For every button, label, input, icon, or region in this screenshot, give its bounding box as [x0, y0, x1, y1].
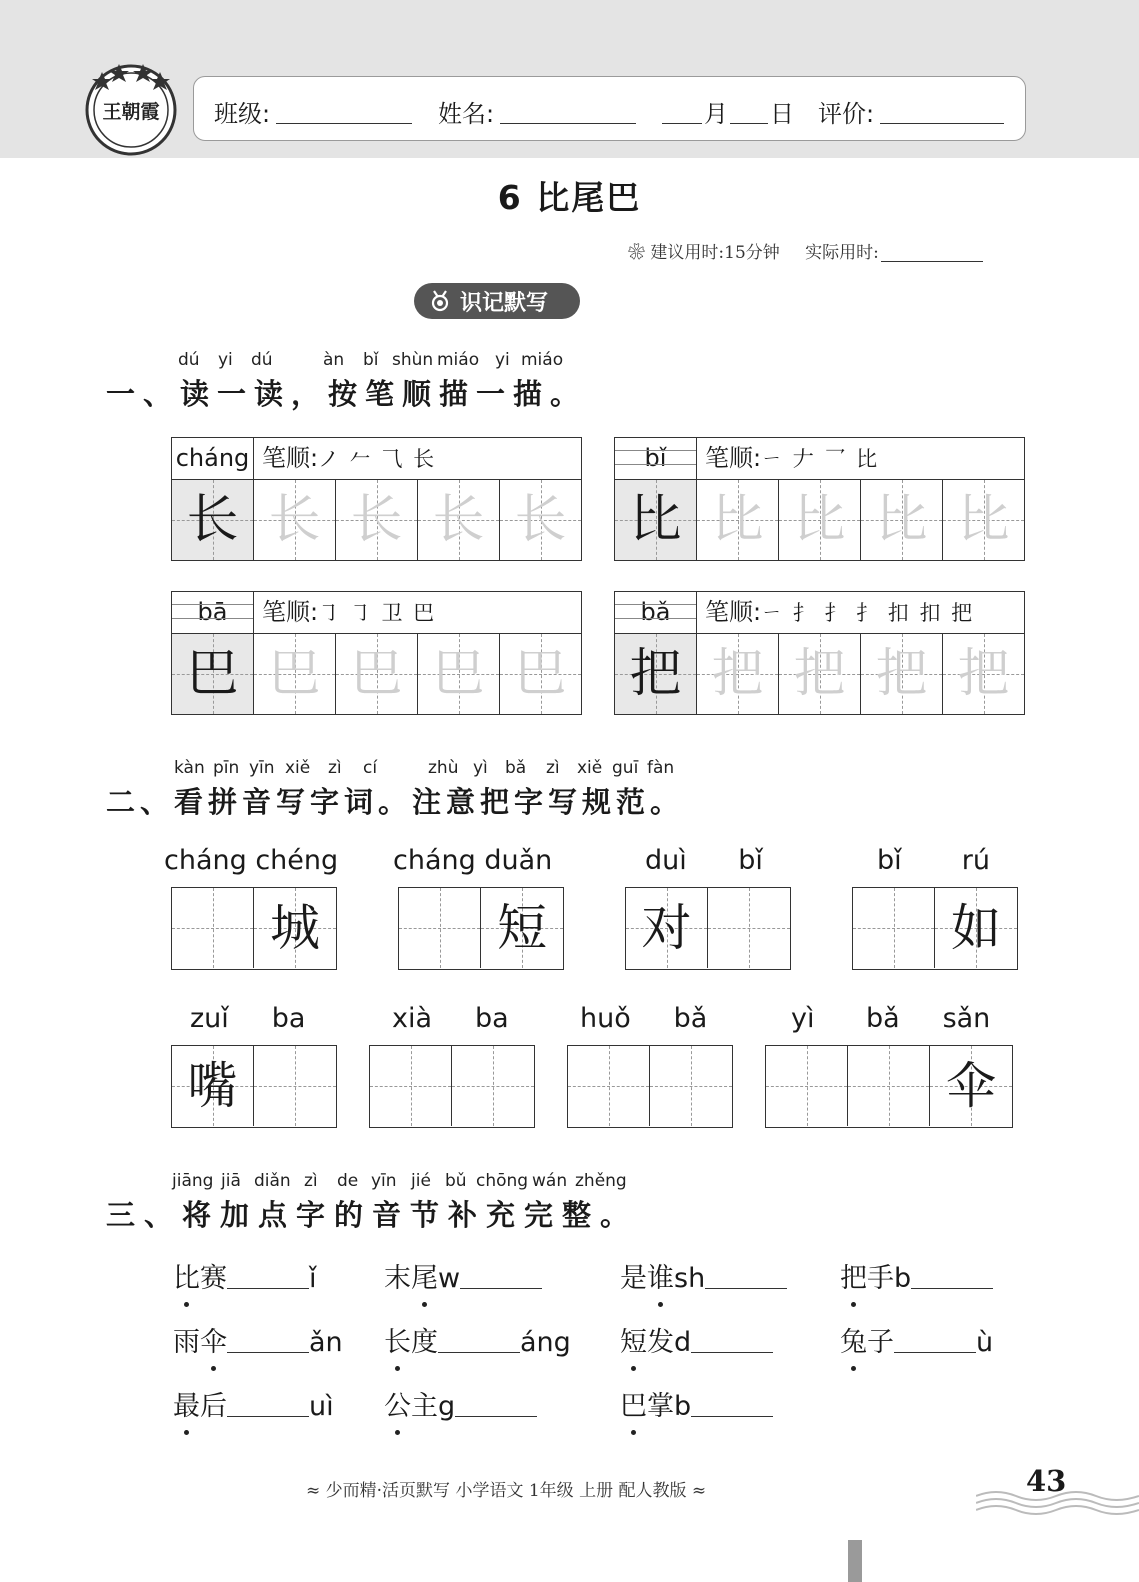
stroke-table-ba1	[171, 591, 582, 715]
write-cell[interactable]	[370, 1046, 452, 1126]
answer-blank[interactable]	[705, 1263, 787, 1289]
word-pinyin: cháng chéng	[164, 845, 339, 876]
tracing-cells	[172, 634, 581, 714]
stroke-pinyin: bā	[172, 592, 254, 634]
stroke-table-chang	[171, 437, 582, 561]
write-cell[interactable]: 嘴	[172, 1046, 254, 1126]
answer-blank[interactable]	[691, 1327, 773, 1353]
answer-blank[interactable]	[227, 1263, 309, 1289]
word-box	[625, 887, 791, 970]
q2-pinyin: yì	[473, 758, 488, 778]
q1-pinyin: miáo	[521, 350, 564, 370]
write-cell[interactable]	[650, 1046, 732, 1126]
word-box	[171, 1045, 337, 1128]
day-field[interactable]	[730, 123, 768, 124]
footer-text: ≈ 少而精·活页默写 小学语文 1年级 上册 配人教版 ≈	[306, 1481, 707, 1501]
answer-blank[interactable]	[911, 1263, 993, 1289]
logo-text: 王朝霞	[102, 101, 160, 123]
medal-icon	[428, 289, 452, 313]
model-char-cell: 巴	[172, 634, 254, 714]
stroke-order: 笔顺:ㄧ 扌 扌 扌 扣 扣 把	[697, 592, 1024, 634]
q3-pinyin: jié	[411, 1171, 431, 1191]
eval-field[interactable]	[880, 123, 1004, 124]
model-char-cell: 比	[615, 480, 697, 560]
fill-item: 比赛 ǐ	[173, 1256, 317, 1295]
time-row	[628, 238, 983, 263]
q1-pinyin: bǐ	[363, 350, 379, 370]
write-cell[interactable]	[254, 1046, 336, 1126]
suggested-time: 建议用时:15分钟	[650, 243, 780, 263]
word-box	[852, 887, 1018, 970]
q1-pinyin: àn	[323, 350, 345, 370]
section-tag-primary	[414, 283, 580, 319]
model-char-cell: 长	[172, 480, 254, 560]
section-tag-left-label: 识记默写	[460, 290, 549, 316]
answer-blank[interactable]	[460, 1263, 542, 1289]
name-field[interactable]	[500, 123, 636, 124]
q3-pinyin: zì	[304, 1171, 318, 1191]
q2-pinyin: xiě	[285, 758, 311, 778]
q2-pinyin: zì	[328, 758, 342, 778]
fill-item: 雨伞 ǎn	[173, 1320, 343, 1359]
word-pinyin: xià ba	[392, 1003, 509, 1034]
actual-time-field[interactable]	[881, 261, 983, 262]
answer-blank[interactable]	[227, 1327, 309, 1353]
write-cell[interactable]	[452, 1046, 534, 1126]
answer-blank[interactable]	[455, 1391, 537, 1417]
write-cell[interactable]: 对	[626, 888, 708, 968]
actual-time-label: 实际用时:	[805, 243, 879, 263]
tracing-cells	[172, 480, 581, 560]
word-box	[765, 1045, 1013, 1128]
q2-pinyin: zhù	[428, 758, 459, 778]
q2-pinyin: kàn	[174, 758, 205, 778]
write-cell[interactable]: 如	[935, 888, 1017, 968]
fill-item: 巴掌b	[620, 1384, 773, 1423]
stroke-pinyin: cháng	[172, 438, 254, 480]
word-pinyin: duì bǐ	[645, 845, 763, 876]
q2-pinyin: bǎ	[505, 758, 527, 778]
stroke-order: 笔顺:ノ 𠂉 ⺄ 长	[254, 438, 581, 480]
write-cell[interactable]: 城	[254, 888, 336, 968]
q2-pinyin: cí	[363, 758, 378, 778]
trace-cell[interactable]: 长	[336, 480, 418, 560]
lesson-title: 6 比尾巴	[497, 178, 642, 217]
trace-cell[interactable]: 把	[943, 634, 1024, 714]
q3-pinyin: diǎn	[254, 1171, 291, 1191]
q3-pinyin: chōng	[476, 1171, 529, 1191]
q3-pinyin: yīn	[371, 1171, 397, 1191]
model-char-cell: 把	[615, 634, 697, 714]
fill-item: 是谁sh	[620, 1256, 787, 1295]
word-pinyin: huǒ bǎ	[580, 1003, 708, 1034]
tracing-cells	[615, 634, 1024, 714]
word-box	[398, 887, 564, 970]
q3-pinyin: jiāng	[172, 1171, 214, 1191]
trace-cell[interactable]: 巴	[254, 634, 336, 714]
q3-pinyin: zhěng	[575, 1171, 627, 1191]
trace-cell[interactable]: 长	[500, 480, 581, 560]
answer-blank[interactable]	[227, 1391, 309, 1417]
stroke-order: 笔顺:㇆ ㇆ 卫 巴	[254, 592, 581, 634]
q2-pinyin: zì	[546, 758, 560, 778]
student-info-box	[193, 76, 1026, 141]
day-label: 日	[770, 100, 794, 128]
stroke-pinyin: bǐ	[615, 438, 697, 480]
fill-item: 长度 áng	[384, 1320, 571, 1359]
write-cell[interactable]: 伞	[930, 1046, 1012, 1126]
answer-blank[interactable]	[691, 1391, 773, 1417]
trace-cell[interactable]: 把	[697, 634, 779, 714]
write-cell[interactable]	[172, 888, 254, 968]
trace-cell[interactable]: 巴	[336, 634, 418, 714]
q1-heading: 一、读一读，按笔顺描一描。	[106, 377, 588, 411]
trace-cell[interactable]: 把	[779, 634, 861, 714]
q2-pinyin: pīn	[213, 758, 240, 778]
fill-item: 兔子 ù	[840, 1320, 993, 1359]
word-pinyin: bǐ rú	[877, 845, 990, 876]
write-cell[interactable]	[853, 888, 935, 968]
word-pinyin: zuǐ ba	[190, 1003, 306, 1034]
q1-pinyin: shùn	[392, 350, 434, 370]
trace-cell[interactable]: 比	[779, 480, 861, 560]
write-cell[interactable]	[568, 1046, 650, 1126]
trace-cell[interactable]: 比	[697, 480, 779, 560]
word-pinyin: cháng duǎn	[393, 845, 553, 876]
q1-pinyin: dú	[251, 350, 273, 370]
answer-blank[interactable]	[894, 1327, 976, 1353]
class-label: 班级:	[214, 100, 271, 128]
word-box	[567, 1045, 733, 1128]
q2-pinyin: xiě	[577, 758, 603, 778]
section-tag-secondary	[564, 283, 718, 319]
trace-cell[interactable]: 把	[861, 634, 943, 714]
write-cell[interactable]	[766, 1046, 848, 1126]
trace-cell[interactable]: 比	[943, 480, 1024, 560]
stroke-table-bi	[614, 437, 1025, 561]
stroke-table-ba3	[614, 591, 1025, 715]
q1-pinyin: miáo	[437, 350, 480, 370]
q3-pinyin: bǔ	[445, 1171, 467, 1191]
trace-cell[interactable]: 长	[254, 480, 336, 560]
flower-icon: ❀	[628, 243, 645, 263]
q1-pinyin: dú	[178, 350, 200, 370]
q3-pinyin: de	[337, 1171, 359, 1191]
write-cell[interactable]	[848, 1046, 930, 1126]
answer-blank[interactable]	[438, 1327, 520, 1353]
eval-label: 评价:	[818, 100, 875, 128]
fill-item: 公主g	[384, 1384, 537, 1423]
q2-pinyin: fàn	[647, 758, 675, 778]
trace-cell[interactable]: 巴	[500, 634, 581, 714]
month-label: 月	[704, 100, 728, 128]
fill-item: 短发d	[620, 1320, 773, 1359]
q3-pinyin: jiā	[221, 1171, 241, 1191]
word-pinyin: yì bǎ sǎn	[791, 1003, 991, 1034]
section-tag	[414, 283, 718, 319]
q2-heading: 二、看拼音写字词。注意把字写规范。	[106, 785, 685, 819]
fill-item: 把手b	[840, 1256, 993, 1295]
q3-pinyin: wán	[532, 1171, 568, 1191]
month-field[interactable]	[662, 123, 702, 124]
write-cell[interactable]: 短	[481, 888, 563, 968]
q3-heading: 三、将加点字的音节补充完整。	[106, 1198, 639, 1232]
fill-item: 末尾w	[384, 1256, 542, 1295]
trace-cell[interactable]: 巴	[418, 634, 500, 714]
stroke-pinyin: bǎ	[615, 592, 697, 634]
q2-pinyin: guī	[612, 758, 639, 778]
tracing-cells	[615, 480, 1024, 560]
trace-cell[interactable]: 比	[861, 480, 943, 560]
word-box	[369, 1045, 535, 1128]
section-tag-right-label: 基础巩固	[597, 290, 686, 316]
word-box	[171, 887, 337, 970]
trace-cell[interactable]: 长	[418, 480, 500, 560]
q2-pinyin: yīn	[249, 758, 275, 778]
stroke-order: 笔顺:ㄧ 𠂇 ⺂ 比	[697, 438, 1024, 480]
fill-item: 最后 uì	[173, 1384, 334, 1423]
q1-pinyin: yi	[218, 350, 233, 370]
q1-pinyin: yi	[495, 350, 510, 370]
page-number: 43	[1026, 1464, 1067, 1498]
name-label: 姓名:	[438, 100, 495, 128]
bottom-tab	[848, 1540, 862, 1582]
brand-logo-icon	[82, 58, 180, 156]
write-cell[interactable]	[399, 888, 481, 968]
write-cell[interactable]	[708, 888, 790, 968]
class-field[interactable]	[276, 123, 412, 124]
